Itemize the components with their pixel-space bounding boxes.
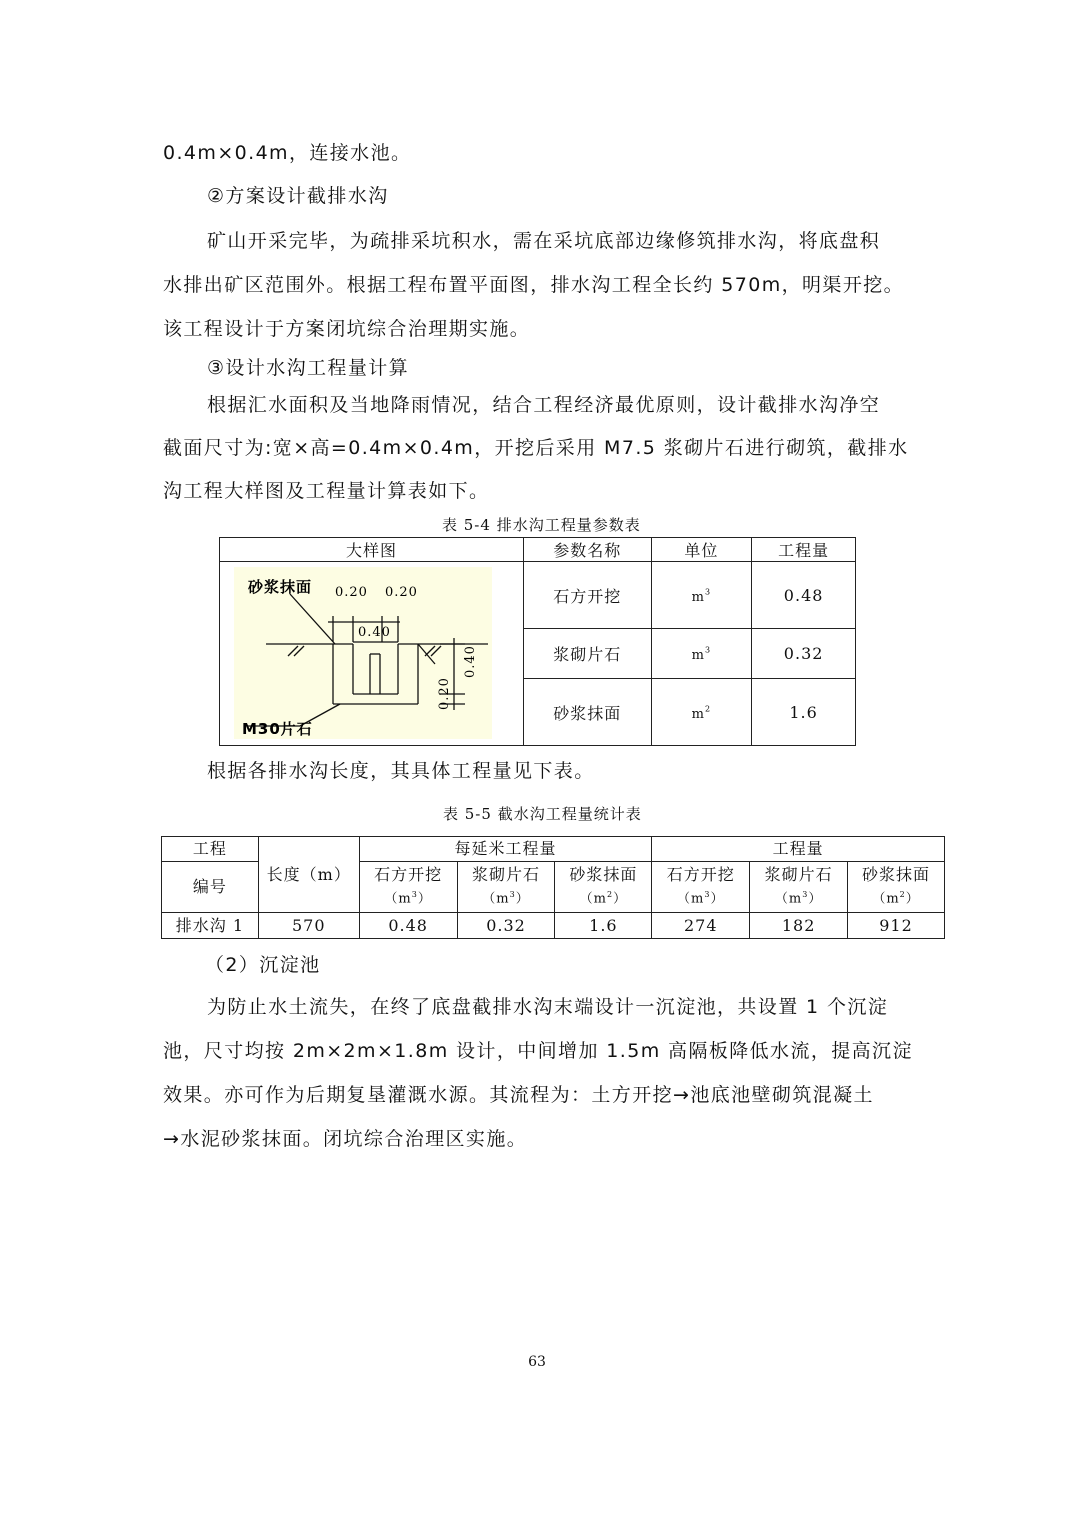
param-qty: 0.48 <box>752 562 856 629</box>
table-caption: 表 5-4 排水沟工程量参数表 <box>442 516 641 534</box>
cell: 570 <box>258 913 359 939</box>
label-rubble-stone: M30片石 <box>242 719 313 738</box>
statistics-table <box>161 836 945 939</box>
cell: 912 <box>848 913 945 939</box>
paragraph-line: 效果。亦可作为后期复垦灌溉水源。其流程为：土方开挖→池底池壁砌筑混凝土 <box>163 1084 874 1106</box>
header-cell: 长度（m） <box>258 837 359 913</box>
table-caption: 表 5-5 截水沟工程量统计表 <box>443 805 642 823</box>
param-name: 砂浆抹面 <box>523 679 651 746</box>
detail-drawing-cell <box>220 562 524 746</box>
header-cell: 大样图 <box>220 538 524 562</box>
parameter-table <box>219 537 856 746</box>
page-number: 63 <box>528 1354 546 1370</box>
header-cell: 石方开挖 $(m^3)$ <box>652 862 750 913</box>
dim-height: 0.40 <box>463 644 478 678</box>
cell: 排水沟 1 <box>162 913 259 939</box>
header-cell: 石方开挖 $(m^3)$ <box>359 862 457 913</box>
param-qty: 1.6 <box>752 679 856 746</box>
param-unit: $m^3$ <box>651 562 752 629</box>
cell: 182 <box>750 913 848 939</box>
header-cell: 工程量 <box>752 538 856 562</box>
header-cell: 工程量 <box>652 837 945 862</box>
paragraph-line: 根据汇水面积及当地降雨情况，结合工程经济最优原则，设计截排水沟净空 <box>207 394 881 416</box>
section-heading: ②方案设计截排水沟 <box>207 185 389 207</box>
label-mortar-surface: 砂浆抹面 <box>248 577 313 596</box>
header-cell: 工程 <box>162 837 259 862</box>
paragraph-line: 水排出矿区范围外。根据工程布置平面图，排水沟工程全长约 570m，明渠开挖。 <box>163 274 905 296</box>
ditch-section-diagram <box>220 564 520 744</box>
header-cell: 浆砌片石 $(m^3)$ <box>457 862 555 913</box>
paragraph-line: 截面尺寸为:宽×高=0.4m×0.4m，开挖后采用 M7.5 浆砌片石进行砌筑，截排水 <box>163 437 909 459</box>
dim-width: 0.40 <box>358 624 391 640</box>
paragraph-line: →水泥砂浆抹面。闭坑综合治理区实施。 <box>163 1128 528 1150</box>
header-cell: 浆砌片石 $(m^3)$ <box>750 862 848 913</box>
header-cell: 单位 <box>651 538 752 562</box>
param-name: 浆砌片石 <box>523 629 651 679</box>
paragraph-line: 矿山开采完毕，为疏排采坑积水，需在采坑底部边缘修筑排水沟，将底盘积 <box>207 230 881 252</box>
table-row <box>162 913 945 939</box>
header-cell: 砂浆抹面 $(m^2)$ <box>555 862 652 913</box>
paragraph-line: 为防止水土流失，在终了底盘截排水沟末端设计一沉淀池，共设置 1 个沉淀 <box>207 996 889 1018</box>
paragraph-line: 该工程设计于方案闭坑综合治理期实施。 <box>163 318 531 340</box>
paragraph-line: 根据各排水沟长度，其具体工程量见下表。 <box>207 760 595 782</box>
cell: 274 <box>652 913 750 939</box>
cell: 0.32 <box>457 913 555 939</box>
header-cell: 编号 <box>162 862 259 913</box>
paragraph-line: 沟工程大样图及工程量计算表如下。 <box>163 480 490 502</box>
param-unit: $m^2$ <box>651 679 752 746</box>
header-cell: 砂浆抹面 $(m^2)$ <box>848 862 945 913</box>
param-qty: 0.32 <box>752 629 856 679</box>
cell: 1.6 <box>555 913 652 939</box>
section-heading: （2）沉淀池 <box>205 954 321 976</box>
header-cell: 每延米工程量 <box>359 837 652 862</box>
dim-right: 0.20 <box>385 584 418 600</box>
dim-left: 0.20 <box>335 584 368 600</box>
dim-bottom: 0.20 <box>437 676 452 710</box>
paragraph-line: 0.4m×0.4m，连接水池。 <box>163 142 412 164</box>
section-heading: ③设计水沟工程量计算 <box>207 357 410 379</box>
param-unit: $m^3$ <box>651 629 752 679</box>
paragraph-line: 池，尺寸均按 2m×2m×1.8m 设计，中间增加 1.5m 高隔板降低水流，提高沉淀 <box>163 1040 913 1062</box>
param-name: 石方开挖 <box>523 562 651 629</box>
header-cell: 参数名称 <box>523 538 651 562</box>
cell: 0.48 <box>359 913 457 939</box>
